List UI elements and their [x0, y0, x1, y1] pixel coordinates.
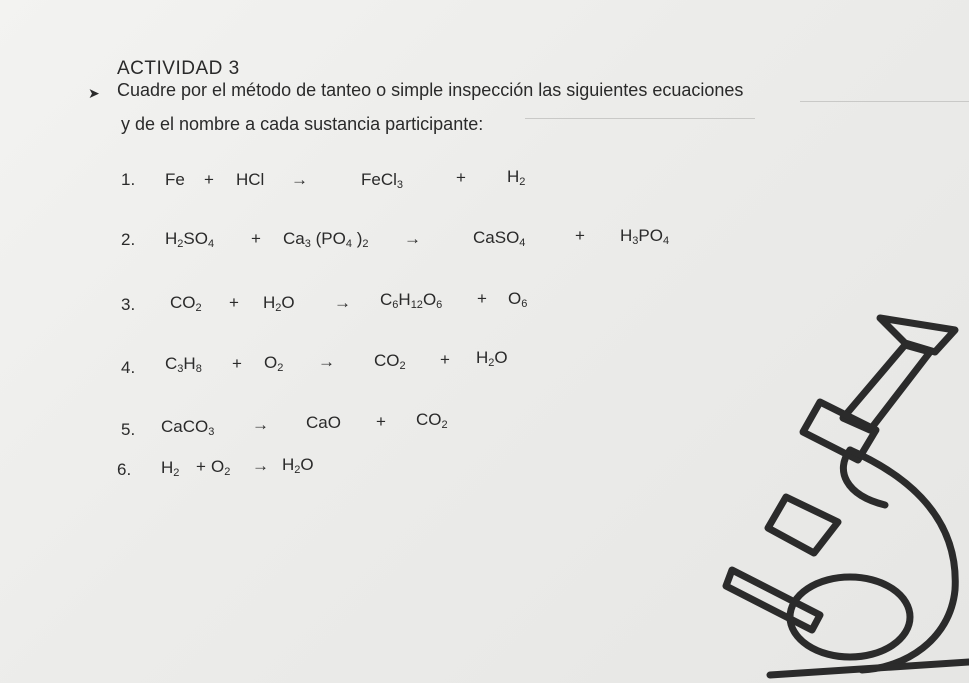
formula: $H_3PO_4$: [620, 226, 670, 247]
equation-number: 1.: [121, 170, 136, 189]
formula: $CO_2$: [416, 410, 448, 431]
instruction-line-1: Cuadre por el método de tanteo o simple inspección las siguientes ecuaciones: [117, 80, 744, 100]
formula: $H_2O$: [476, 348, 508, 369]
formula: CaO: [306, 413, 341, 432]
formula: $CO_2$: [170, 293, 202, 314]
formula: $H_2$: [507, 167, 526, 188]
equation-number: 6.: [117, 460, 132, 479]
formula: $H_2SO_4$: [165, 229, 215, 250]
formula: Fe: [165, 170, 185, 189]
plus-sign: +: [251, 229, 261, 248]
plus-sign: +: [232, 354, 242, 373]
equation-number: 2.: [121, 230, 136, 249]
formula: $H_2O$: [263, 293, 295, 314]
formula: $O_6$: [508, 289, 528, 310]
formula: $O_2$: [264, 353, 284, 374]
reaction-arrow: →: [291, 170, 308, 189]
plus-sign: +: [196, 457, 206, 476]
arrow-bullet-icon: ➤: [88, 85, 100, 101]
equation-number: 3.: [121, 295, 136, 314]
reaction-arrow: →: [318, 352, 335, 371]
formula: CaSO$_4$: [473, 228, 526, 249]
plus-sign: +: [575, 226, 585, 245]
plus-sign: +: [376, 412, 386, 431]
reaction-arrow: →: [334, 293, 351, 312]
reaction-arrow: →: [404, 229, 421, 248]
formula: $Ca_3$ ($PO_4$ )$_2$: [283, 229, 369, 250]
formula: $H_2O$: [282, 455, 314, 476]
formula: HCl: [236, 170, 265, 189]
plus-sign: +: [456, 168, 466, 187]
reaction-arrow: →: [252, 415, 269, 434]
plus-sign: +: [477, 289, 487, 308]
formula: $O_2$: [211, 457, 231, 478]
plus-sign: +: [229, 293, 239, 312]
plus-sign: +: [204, 170, 214, 189]
formula: $H_2$: [161, 458, 180, 479]
formula: $C_3H_8$: [165, 354, 202, 375]
plus-sign: +: [440, 350, 450, 369]
formula: $C_6H_{12}O_6$: [380, 290, 443, 311]
formula: CaCO$_3$: [161, 417, 215, 438]
formula: $CO_2$: [374, 351, 406, 372]
formula: FeCl$_3$: [361, 170, 404, 191]
activity-title: ACTIVIDAD 3: [117, 58, 240, 79]
instruction-line-2: y de el nombre a cada sustancia participante:: [121, 114, 484, 134]
equation-number: 5.: [121, 420, 136, 439]
equation-number: 4.: [121, 358, 136, 377]
reaction-arrow: →: [252, 456, 269, 475]
